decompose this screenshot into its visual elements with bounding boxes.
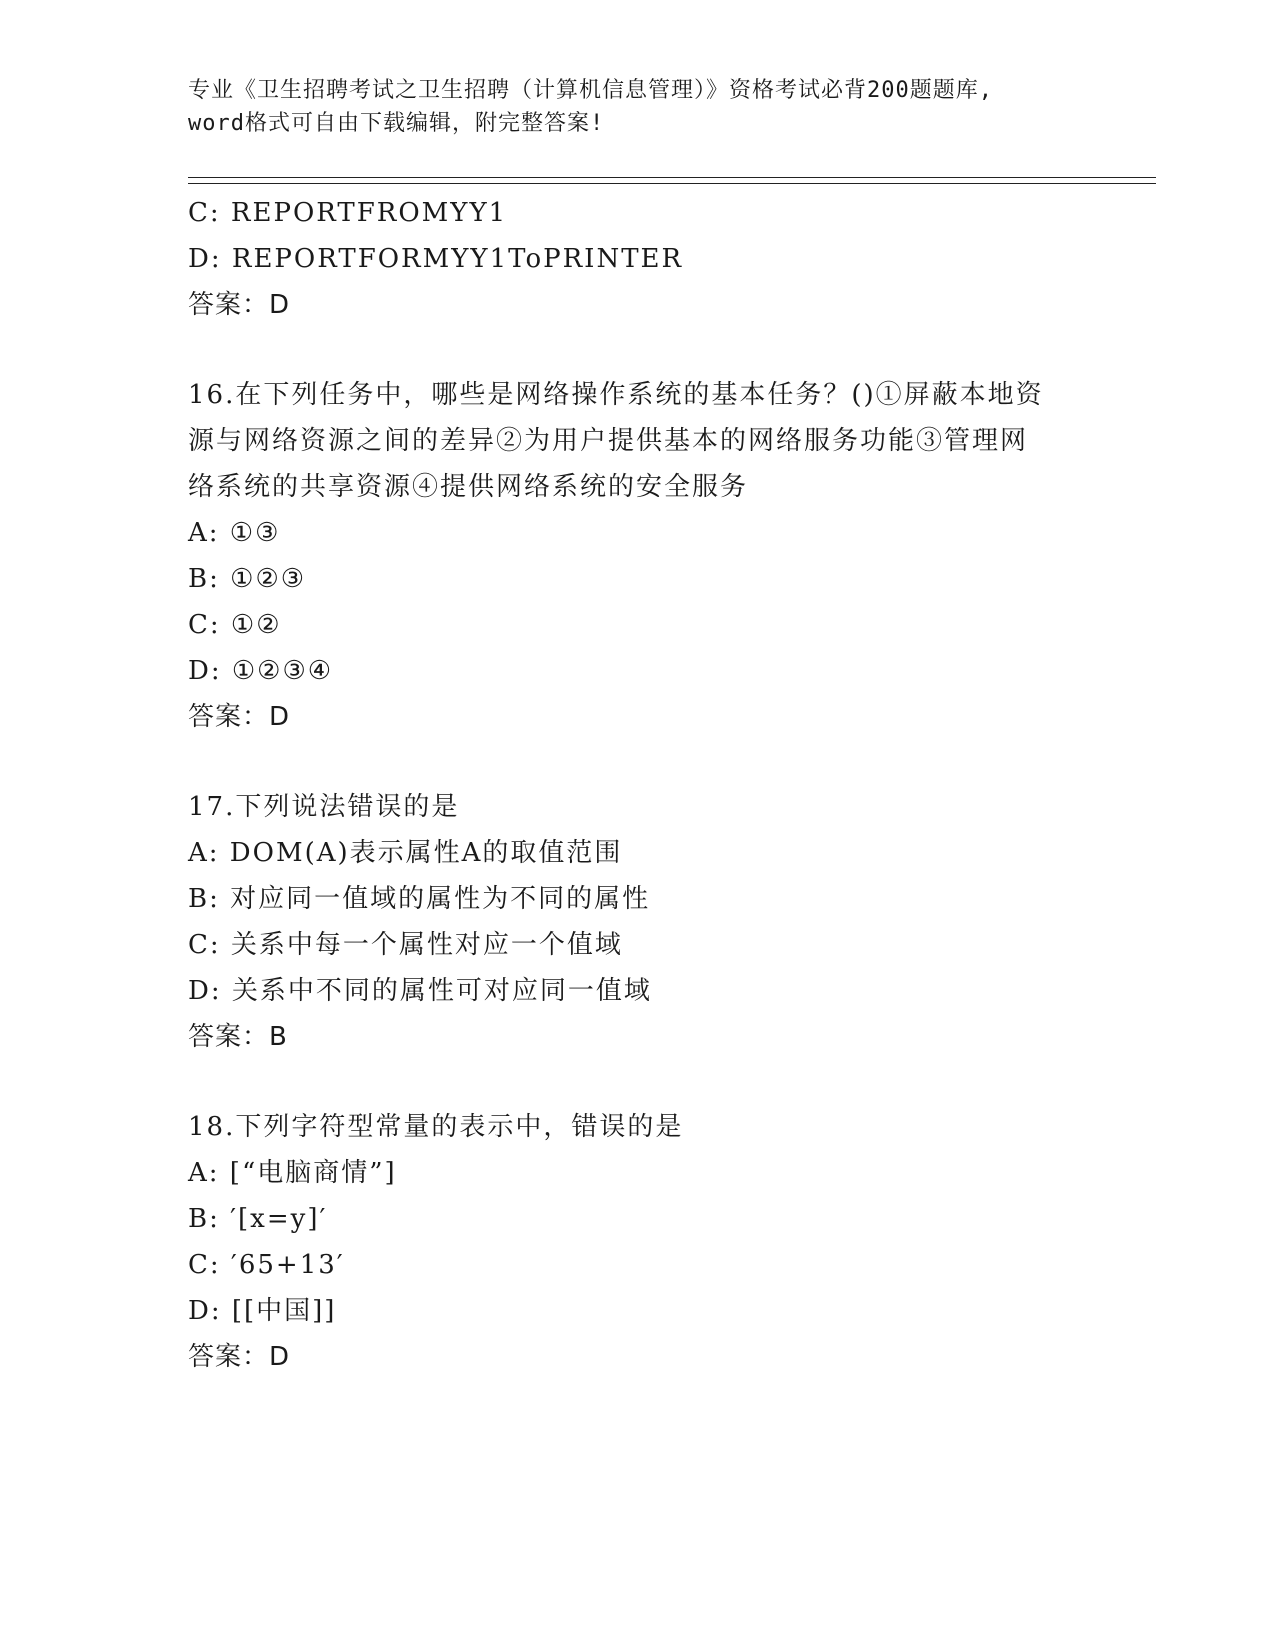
answer-line: 答案：B <box>188 1022 288 1052</box>
option-d: D: 关系中不同的属性可对应同一值域 <box>188 976 652 1006</box>
spacer <box>188 328 1088 372</box>
option-b: B: ′[x=y]′ <box>188 1204 328 1234</box>
option-b: B: ①②③ <box>188 564 307 594</box>
header-divider-top <box>188 177 1156 178</box>
option-a: A: ①③ <box>188 518 281 548</box>
option-d: D: [[中国]] <box>188 1296 337 1326</box>
header-divider-bottom <box>188 183 1156 184</box>
option-c: C: REPORTFROMYY1 <box>188 198 508 228</box>
option-d: D: ①②③④ <box>188 656 334 686</box>
question-17 <box>188 784 1088 1060</box>
spacer <box>188 740 1088 784</box>
option-c: C: 关系中每一个属性对应一个值域 <box>188 930 623 960</box>
question-15-fragment <box>188 190 1088 328</box>
question-stem-line: 16.在下列任务中，哪些是网络操作系统的基本任务？()①屏蔽本地资 <box>188 380 1044 410</box>
question-stem-line: 18.下列字符型常量的表示中，错误的是 <box>188 1112 684 1142</box>
spacer <box>188 1060 1088 1104</box>
option-b: B: 对应同一值域的属性为不同的属性 <box>188 884 651 914</box>
option-d: D: REPORTFORMYY1ToPRINTER <box>188 244 684 274</box>
option-c: C: ′65+13′ <box>188 1250 345 1280</box>
answer-line: 答案：D <box>188 702 291 732</box>
header-title-line-2: word格式可自由下载编辑，附完整答案! <box>188 111 605 136</box>
question-18 <box>188 1104 1088 1380</box>
question-content <box>188 190 1088 1380</box>
document-header <box>188 74 1088 140</box>
option-c: C: ①② <box>188 610 282 640</box>
option-a: A: DOM(A)表示属性A的取值范围 <box>188 838 623 868</box>
question-16 <box>188 372 1088 740</box>
question-stem-line: 17.下列说法错误的是 <box>188 792 460 822</box>
answer-line: 答案：D <box>188 290 291 320</box>
option-a: A: [“电脑商情”] <box>188 1158 397 1188</box>
question-stem-line: 络系统的共享资源④提供网络系统的安全服务 <box>188 472 749 502</box>
header-title-line-1: 专业《卫生招聘考试之卫生招聘（计算机信息管理）》资格考试必背200题题库, <box>188 78 993 103</box>
answer-line: 答案：D <box>188 1342 291 1372</box>
question-stem-line: 源与网络资源之间的差异②为用户提供基本的网络服务功能③管理网 <box>188 426 1029 456</box>
